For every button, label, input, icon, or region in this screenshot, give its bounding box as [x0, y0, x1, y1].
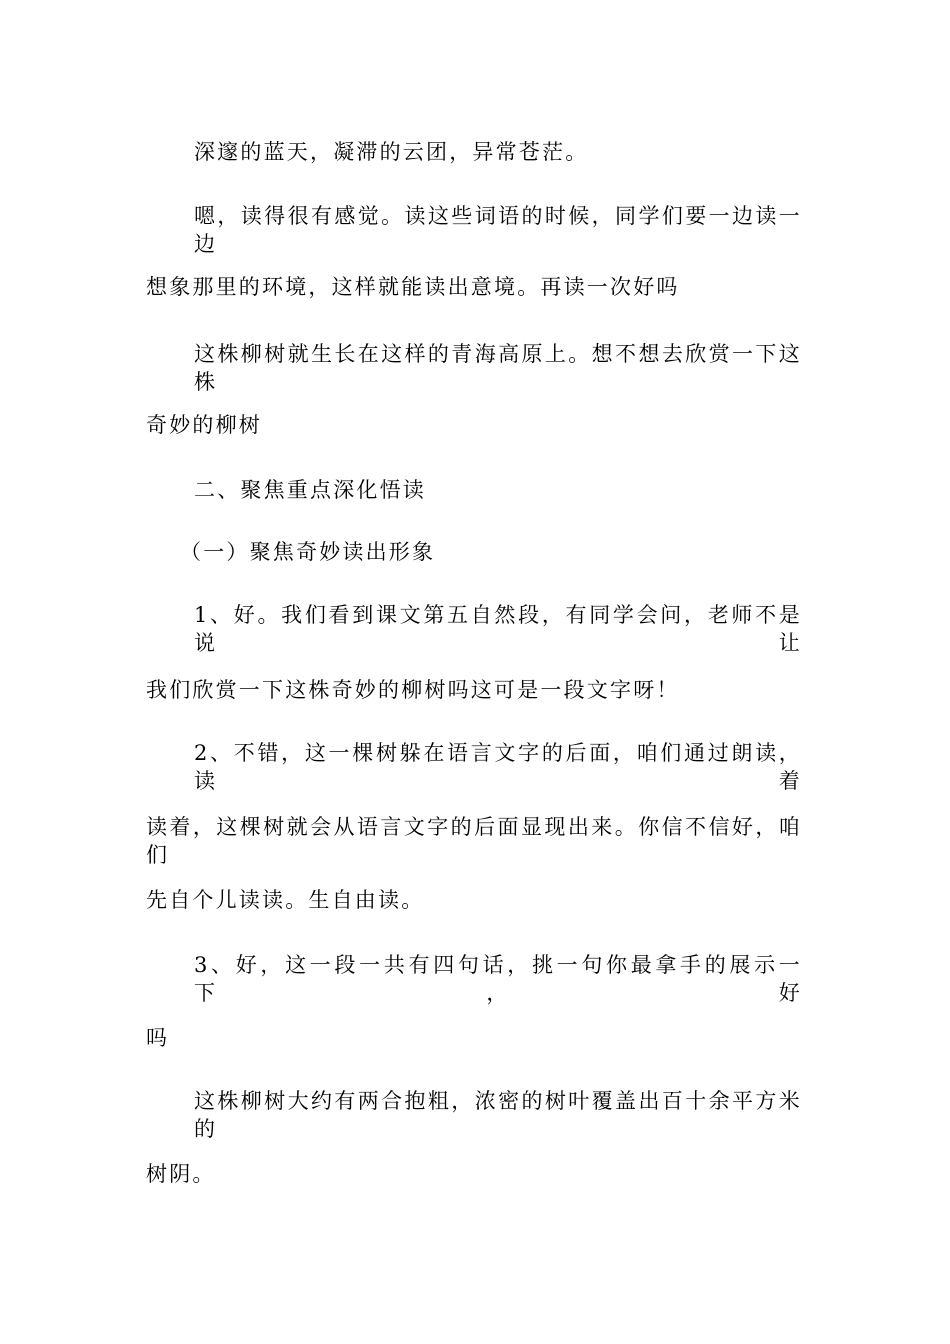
text-line: 2、不错，这一棵树躲在语言文字的后面，咱们通过朗读，读着 [194, 741, 802, 793]
text-line: 3、好，这一段一共有四句话，挑一句你最拿手的展示一下，好 [194, 953, 802, 1005]
text-line: 1、好。我们看到课文第五自然段，有同学会问，老师不是说让 [194, 603, 802, 655]
text-line: 先自个儿读读。生自由读。 [146, 888, 425, 912]
text-line: 这株柳树大约有两合抱粗，浓密的树叶覆盖出百十余平方米的 [194, 1089, 802, 1141]
text-line: 这株柳树就生长在这样的青海高原上。想不想去欣赏一下这株 [194, 342, 802, 394]
text-line: 吗 [146, 1026, 170, 1050]
text-line: 树阴。 [146, 1162, 216, 1186]
text-line: 我们欣赏一下这株奇妙的柳树吗这可是一段文字呀！ [146, 678, 680, 702]
subsection-heading: （一）聚焦奇妙读出形象 [180, 540, 436, 564]
text-line: 嗯，读得很有感觉。读这些词语的时候，同学们要一边读一边 [194, 204, 802, 256]
text-line: 想象那里的环境，这样就能读出意境。再读一次好吗 [146, 275, 680, 299]
text-line: 读着，这棵树就会从语言文字的后面显现出来。你信不信好，咱们 [146, 815, 802, 867]
text-line: 深邃的蓝天，凝滞的云团，异常苍茫。 [194, 140, 589, 164]
section-heading: 二、聚焦重点深化悟读 [194, 478, 426, 502]
text-line: 奇妙的柳树 [146, 413, 262, 437]
